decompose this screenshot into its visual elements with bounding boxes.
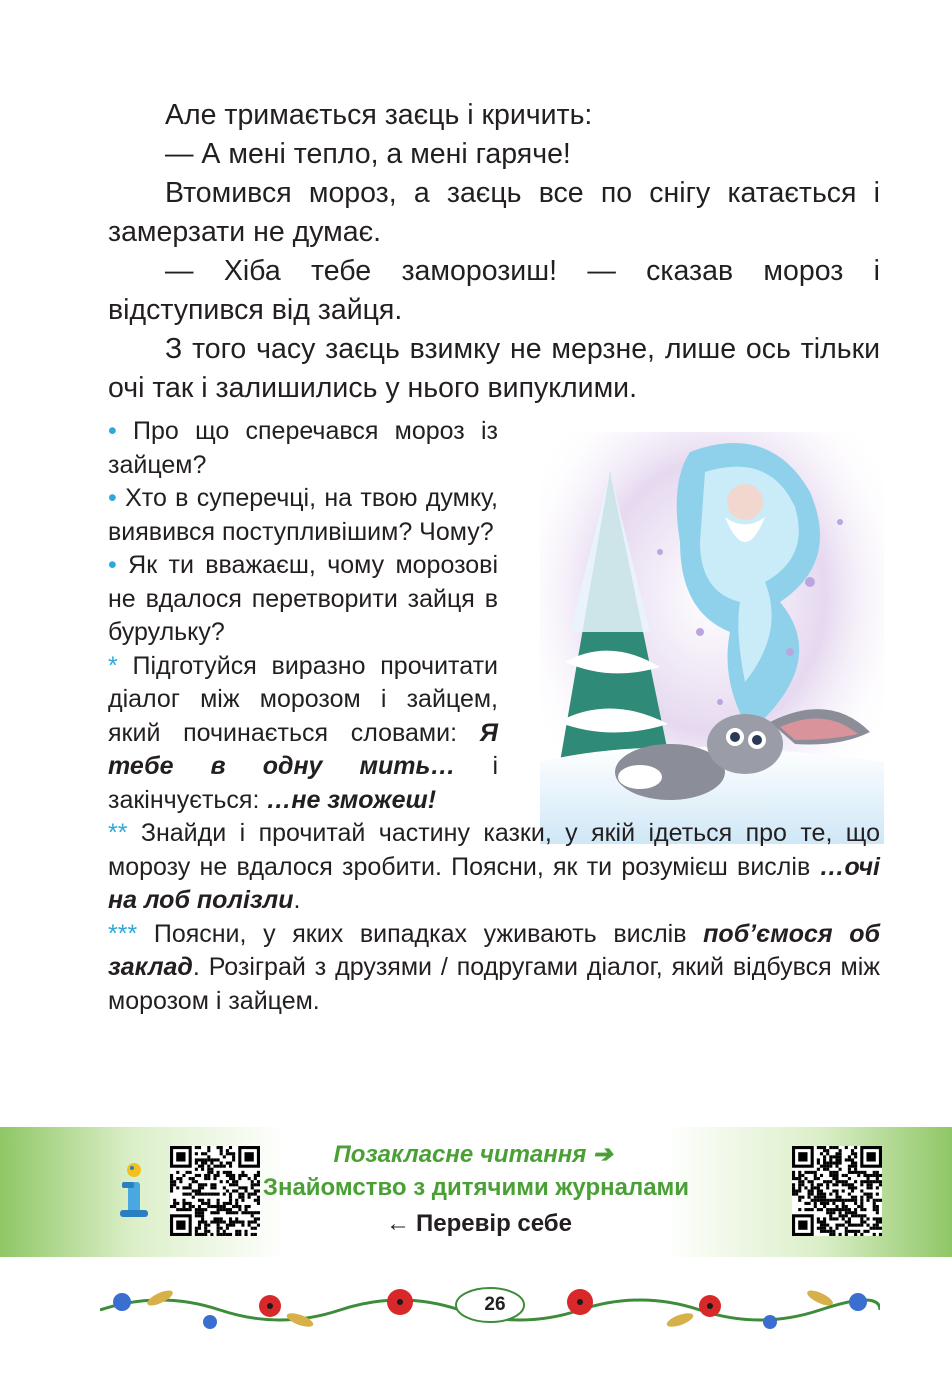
banner-line-2: Знайомство з дитячими журналами — [262, 1174, 690, 1201]
arrow-right-icon: ➔ — [592, 1141, 613, 1168]
idiom-quote: …очі на лоб полізли — [108, 852, 880, 914]
bullet-mark: • — [108, 417, 117, 445]
question-text: Знайди і прочитай частину казки, у якій ідеться про те, що морозу не вдалося зробити. Поясни, як ти розумієш вислів — [108, 819, 880, 881]
question-item — [108, 817, 880, 918]
banner-line-1: Позакласне читання — [333, 1141, 587, 1168]
question-text: Поясни, у яких випадках уживають вислів — [153, 919, 704, 948]
story-paragraph: — Хіба тебе заморозиш! — сказав мороз і відступився від зайця. — [108, 255, 880, 326]
story-text — [108, 96, 880, 408]
quote-start: Я тебе в одну мить… — [108, 718, 498, 780]
question-text: Як ти вважаєш, чому морозові не вдалося перетворити зайця в бурульку? — [108, 551, 499, 646]
question-item — [108, 650, 498, 818]
star-mark: * — [108, 651, 118, 680]
question-text: Підготуйся виразно прочитати діалог між морозом і зайцем, який починається словами: — [108, 651, 498, 747]
question-text: Хто в суперечці, на твою думку, виявився поступливішим? Чому? — [108, 484, 498, 546]
question-text: . — [293, 886, 301, 914]
bullet-mark: • — [108, 551, 117, 579]
story-paragraph: Втомився мороз, а заєць все по снігу катається і замерзати не думає. — [108, 177, 880, 248]
bullet-mark: • — [108, 484, 117, 512]
quote-end: …не зможеш! — [266, 785, 437, 814]
check-yourself-link[interactable] — [0, 1210, 952, 1238]
story-paragraph: Але тримається заєць і кричить: — [165, 99, 593, 131]
question-item — [108, 482, 498, 549]
arrow-left-icon: ← — [386, 1210, 411, 1237]
children-magazines-link[interactable] — [0, 1174, 952, 1202]
story-paragraph: — А мені тепло, а мені гаряче! — [165, 138, 571, 170]
questions-block — [108, 415, 880, 1018]
extracurricular-reading-link[interactable] — [0, 1140, 952, 1169]
question-item — [108, 415, 498, 482]
question-text: і закінчується: — [108, 752, 498, 814]
page-number: 26 — [484, 1294, 506, 1315]
question-text: Про що сперечався мороз із зайцем? — [108, 417, 499, 479]
star-mark: ** — [108, 819, 128, 847]
question-text: . Розіграй з друзями / подругами діалог, який відбувся між морозом і зайцем. — [108, 953, 880, 1015]
story-paragraph: З того часу заєць взимку не мерзне, лише ось тільки очі так і залишились у нього випуклими. — [108, 333, 880, 404]
question-item — [108, 918, 880, 1019]
banner-line-3: Перевір себе — [416, 1210, 572, 1237]
question-item — [108, 549, 498, 650]
idiom-quote: поб’ємося об заклад — [108, 919, 880, 981]
star-mark: *** — [108, 919, 138, 948]
